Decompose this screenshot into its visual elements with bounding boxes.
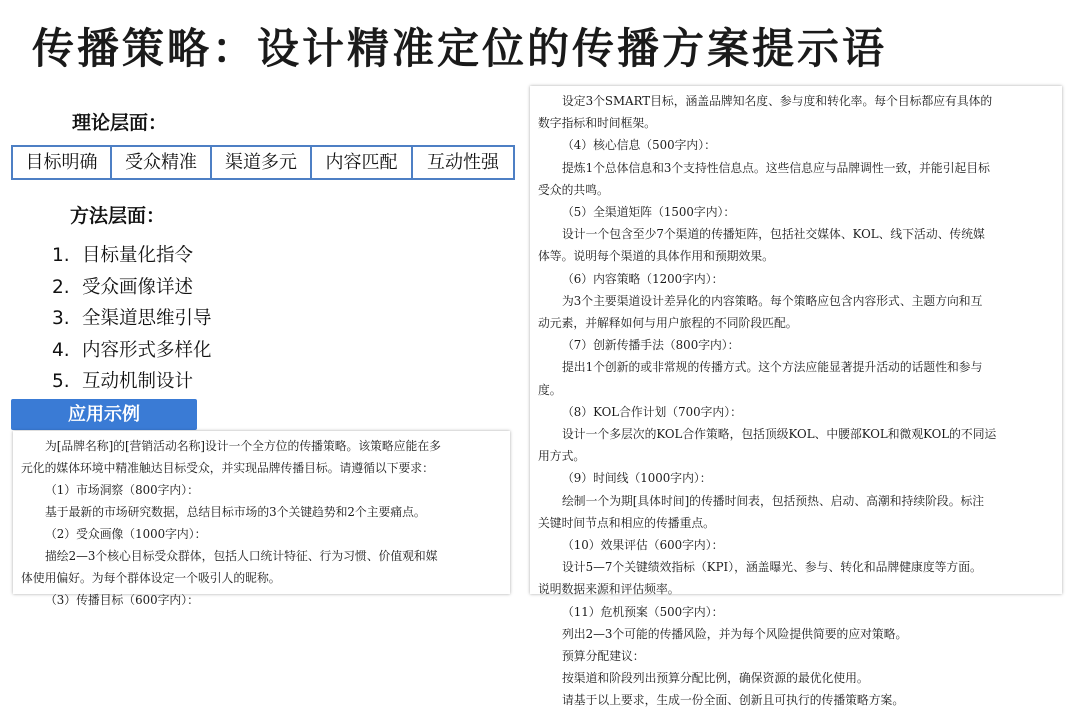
method-item-text: 受众画像详述 xyxy=(82,276,194,298)
prompt-line: （9）时间线（1000字内）： xyxy=(562,471,712,486)
prompt-line: 元化的媒体环境中精准触达目标受众，并实现品牌传播目标。请遵循以下要求： xyxy=(21,461,434,475)
theory-heading: 理论层面： xyxy=(72,112,168,134)
prompt-line: 用方式。 xyxy=(538,449,586,464)
prompt-line: （3）传播目标（600字内）： xyxy=(45,593,199,607)
prompt-line: 提炼1个总体信息和3个支持性信息点。这些信息应与品牌调性一致，并能引起目标 xyxy=(562,160,990,175)
tag-channel-diverse: 渠道多元 xyxy=(212,147,312,178)
prompt-line: （11）危机预案（500字内）： xyxy=(562,604,724,619)
prompt-line: 设计一个包含至少7个渠道的传播矩阵，包括社交媒体、KOL、线下活动、传统媒 xyxy=(562,227,985,242)
prompt-line: 体等。说明每个渠道的具体作用和预期效果。 xyxy=(538,249,774,264)
prompt-line: 请基于以上要求，生成一份全面、创新且可执行的传播策略方案。 xyxy=(562,693,905,708)
method-item-text: 互动机制设计 xyxy=(82,371,194,392)
example-prompt-right xyxy=(530,86,1062,708)
method-item-number: 1. xyxy=(52,245,70,266)
method-item-number: 4. xyxy=(52,339,70,361)
prompt-line: 设计5—7个关键绩效指标（KPI），涵盖曝光、参与、转化和品牌健康度等方面。 xyxy=(562,560,982,575)
tag-interaction-strong: 互动性强 xyxy=(427,152,499,173)
prompt-line: 提出1个创新的或非常规的传播方式。这个方法应能显著提升活动的话题性和参与 xyxy=(562,360,983,375)
tag-goal-clear: 目标明确 xyxy=(13,147,112,178)
method-list xyxy=(52,240,212,398)
method-item xyxy=(52,240,212,272)
prompt-line: 数字指标和时间框架。 xyxy=(538,116,656,131)
prompt-line: 动元素，并解释如何与用户旅程的不同阶段匹配。 xyxy=(538,316,798,331)
tag-audience-precise: 受众精准 xyxy=(112,147,212,178)
method-item xyxy=(52,303,212,335)
prompt-line: 说明数据来源和评估频率。 xyxy=(538,582,680,597)
prompt-line: （2）受众画像（1000字内）： xyxy=(45,527,207,541)
prompt-line: 体使用偏好。为每个群体设定一个吸引人的昵称。 xyxy=(21,571,281,585)
prompt-line: 按渠道和阶段列出预算分配比例，确保资源的最优化使用。 xyxy=(562,671,869,686)
theory-tag-row xyxy=(11,145,515,180)
prompt-line: （6）内容策略（1200字内）： xyxy=(562,271,724,286)
method-item-number: 3. xyxy=(52,308,70,329)
method-heading: 方法层面： xyxy=(70,205,166,227)
method-item xyxy=(52,335,212,367)
method-item xyxy=(52,272,212,304)
prompt-line: （5）全渠道矩阵（1500字内）： xyxy=(562,205,736,220)
prompt-line: 为[品牌名称]的[营销活动名称]设计一个全方位的传播策略。该策略应能在多 xyxy=(45,439,441,453)
method-item-text: 内容形式多样化 xyxy=(82,339,212,361)
method-item-number: 5. xyxy=(52,371,70,392)
prompt-line: （1）市场洞察（800字内）： xyxy=(45,483,199,497)
prompt-line: 设计一个多层次的KOL合作策略，包括顶级KOL、中腰部KOL和微观KOL的不同运 xyxy=(562,427,997,442)
prompt-line: 度。 xyxy=(538,382,562,397)
prompt-line: （7）创新传播手法（800字内）： xyxy=(562,338,740,353)
prompt-line: 列出2—3个可能的传播风险，并为每个风险提供简要的应对策略。 xyxy=(562,626,908,641)
prompt-line: （10）效果评估（600字内）： xyxy=(562,538,724,553)
prompt-line: 基于最新的市场研究数据，总结目标市场的3个关键趋势和2个主要痛点。 xyxy=(45,505,426,519)
prompt-line: （8）KOL合作计划（700字内）： xyxy=(562,404,742,419)
prompt-line: 预算分配建议： xyxy=(562,649,645,664)
method-item-number: 2. xyxy=(52,276,70,298)
prompt-line: 绘制一个为期[具体时间]的传播时间表，包括预热、启动、高潮和持续阶段。标注 xyxy=(562,493,985,508)
prompt-line: 为3个主要渠道设计差异化的内容策略。每个策略应包含内容形式、主题方向和互 xyxy=(562,293,983,308)
method-item-text: 全渠道思维引导 xyxy=(82,308,212,329)
page-title: 传播策略：设计精准定位的传播方案提示语 xyxy=(32,24,888,73)
prompt-line: 描绘2—3个核心目标受众群体，包括人口统计特征、行为习惯、价值观和媒 xyxy=(45,549,438,563)
method-item xyxy=(52,366,212,398)
method-item-text: 目标量化指令 xyxy=(82,245,194,266)
prompt-line: 设定3个SMART目标，涵盖品牌知名度、参与度和转化率。每个目标都应有具体的 xyxy=(562,94,993,108)
prompt-line: 关键时间节点和相应的传播重点。 xyxy=(538,515,715,530)
prompt-line: 受众的共鸣。 xyxy=(538,182,609,197)
tag-content-match: 内容匹配 xyxy=(312,147,413,178)
prompt-line: （4）核心信息（500字内）： xyxy=(562,138,716,153)
example-prompt-left xyxy=(13,431,510,607)
example-badge: 应用示例 xyxy=(11,399,197,430)
